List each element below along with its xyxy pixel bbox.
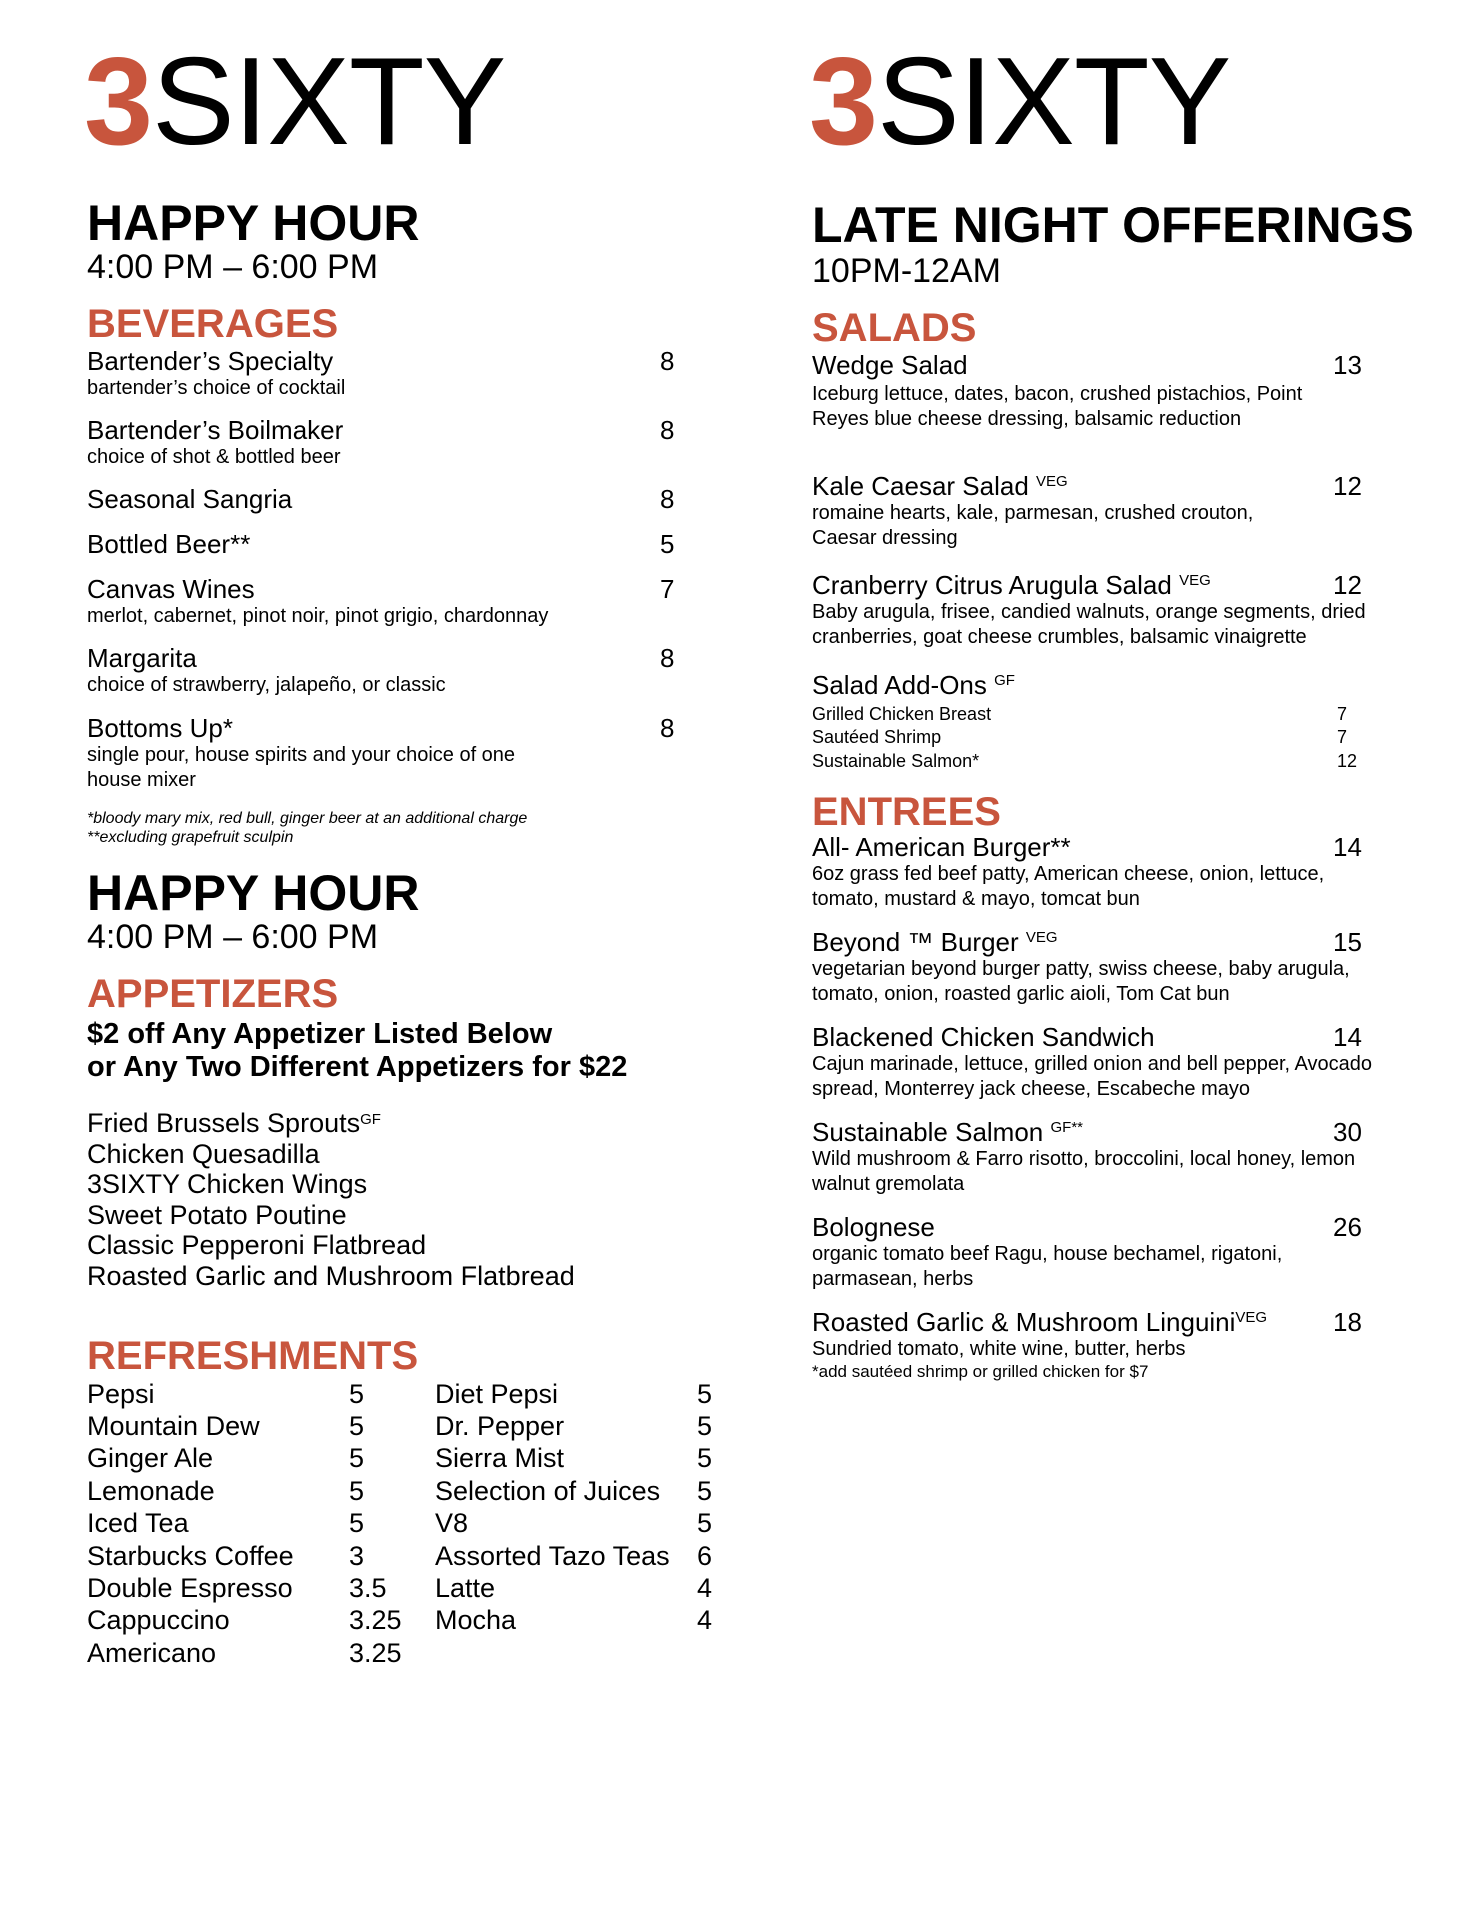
refreshment-name: Starbucks Coffee — [87, 1541, 294, 1571]
item-price: 12 — [1333, 471, 1362, 501]
menu-item — [87, 415, 677, 470]
item-name: Salad Add-Ons $^{GF}$ — [812, 670, 1015, 700]
refreshment-name: Assorted Tazo Teas — [435, 1541, 670, 1571]
appetizer-item: Roasted Garlic and Mushroom Flatbread — [87, 1261, 575, 1291]
refreshment-price: 5 — [349, 1443, 365, 1473]
salads-heading: SALADS — [812, 306, 977, 350]
refreshment-price: 3 — [349, 1541, 365, 1571]
item-price: 26 — [1333, 1212, 1362, 1242]
refreshment-name: Mountain Dew — [87, 1411, 260, 1441]
appetizer-item: Sweet Potato Poutine — [87, 1200, 347, 1230]
refreshment-name: Ginger Ale — [87, 1443, 214, 1473]
item-name: Bolognese — [812, 1212, 935, 1242]
item-name: Bartender’s Boilmaker — [87, 415, 344, 445]
item-price: 14 — [1333, 1022, 1362, 1052]
salad-addons — [812, 670, 1015, 700]
item-description: Iceburg lettuce, dates, bacon, crushed pistachios, Point Reyes blue cheese dressing, balsamic reduction — [812, 383, 1303, 430]
item-price: 15 — [1333, 927, 1362, 957]
happy-hour-time: 4:00 PM – 6:00 PM — [87, 248, 379, 286]
refreshment-price: 4 — [697, 1573, 713, 1603]
appetizer-item: Classic Pepperoni Flatbread — [87, 1230, 427, 1260]
appetizer-item: 3SIXTY Chicken Wings — [87, 1169, 368, 1199]
refreshment-price: 3.25 — [349, 1605, 402, 1635]
refreshment-price: 5 — [697, 1443, 713, 1473]
item-description: merlot, cabernet, pinot noir, pinot grigio, chardonnay — [87, 605, 549, 627]
item-name: Bartender’s Specialty — [87, 346, 334, 376]
refreshment-name: Mocha — [435, 1605, 517, 1635]
refreshment-name: Iced Tea — [87, 1508, 189, 1538]
menu-item — [812, 1022, 1412, 1102]
brand-logo: 3SIXTY — [809, 33, 1231, 171]
item-name: Sustainable Salmon $^{GF**}$ — [812, 1117, 1084, 1147]
item-name: Canvas Wines — [87, 574, 255, 604]
appetizer-promo: $2 off Any Appetizer Listed Below — [87, 1018, 553, 1050]
addon-row: Grilled Chicken Breast 7 — [812, 704, 1348, 724]
item-name: Bottled Beer** — [87, 529, 251, 559]
refreshment-name: Dr. Pepper — [435, 1411, 565, 1441]
item-name: Beyond ™ Burger $^{VEG}$ — [812, 927, 1058, 957]
appetizer-item: Chicken Quesadilla — [87, 1139, 320, 1169]
menu-item — [87, 713, 675, 793]
menu-item — [87, 529, 677, 559]
item-name: Cranberry Citrus Arugula Salad $^{VEG}$ — [812, 570, 1211, 600]
dietary-tag: GF — [994, 672, 1015, 689]
menu-item — [812, 1307, 1372, 1362]
refreshment-name: Double Espresso — [87, 1573, 293, 1603]
menu-item — [87, 574, 677, 629]
dietary-tag: VEG — [1179, 572, 1211, 589]
addon-row: Sustainable Salmon* 12 — [812, 751, 1358, 771]
entrees-heading: ENTREES — [812, 790, 1001, 834]
entree-footnote: *add sautéed shrimp or grilled chicken for $7 — [812, 1362, 1149, 1381]
item-price: 12 — [1333, 570, 1362, 600]
appetizer-promo: or Any Two Different Appetizers for $22 — [87, 1051, 628, 1083]
menu-item — [812, 570, 1412, 650]
refreshment-name: Selection of Juices — [435, 1476, 661, 1506]
dietary-tag: VEG — [1235, 1309, 1268, 1326]
refreshment-price: 5 — [697, 1476, 713, 1506]
menu-item — [812, 927, 1372, 1007]
late-night-title: LATE NIGHT OFFERINGS — [812, 197, 1414, 253]
item-name: Margarita — [87, 643, 197, 673]
item-description: bartender’s choice of cocktail — [87, 377, 346, 399]
menu-item — [87, 484, 677, 514]
refreshment-name: Pepsi — [87, 1379, 155, 1409]
refreshment-name: Latte — [435, 1573, 496, 1603]
late-night-time: 10PM-12AM — [812, 252, 1001, 290]
item-price: 7 — [660, 574, 675, 604]
item-description: Wild mushroom & Farro risotto, broccolini, local honey, lemon walnut gremolata — [812, 1148, 1356, 1195]
item-price: 8 — [660, 346, 675, 376]
item-description: Sundried tomato, white wine, butter, herbs — [812, 1338, 1186, 1360]
refreshments-heading: REFRESHMENTS — [87, 1334, 419, 1378]
item-name: All- American Burger** — [812, 832, 1071, 862]
menu-item — [812, 832, 1362, 912]
item-price: 8 — [660, 484, 675, 514]
refreshment-price: 5 — [697, 1508, 713, 1538]
item-description: choice of strawberry, jalapeño, or classic — [87, 674, 446, 696]
item-name: Kale Caesar Salad $^{VEG}$ — [812, 471, 1068, 501]
happy-hour-title: HAPPY HOUR — [87, 195, 420, 251]
happy-hour-time: 4:00 PM – 6:00 PM — [87, 918, 379, 956]
item-name: Roasted Garlic & Mushroom Linguini$^{VEG}$ — [812, 1307, 1268, 1337]
refreshment-price: 6 — [697, 1541, 713, 1571]
footnote: **excluding grapefruit sculpin — [87, 829, 294, 846]
item-name: Bottoms Up* — [87, 713, 233, 743]
item-price: 8 — [660, 415, 675, 445]
item-price: 30 — [1333, 1117, 1362, 1147]
beverages-heading: BEVERAGES — [87, 302, 339, 346]
brand-logo: 3SIXTY — [84, 33, 506, 171]
refreshment-price: 3.5 — [349, 1573, 387, 1603]
refreshment-name: Lemonade — [87, 1476, 215, 1506]
dietary-tag: GF — [360, 1111, 381, 1128]
item-price: 18 — [1333, 1307, 1362, 1337]
dietary-tag: VEG — [1036, 473, 1068, 490]
item-price: 5 — [660, 529, 675, 559]
refreshment-name: Americano — [87, 1638, 217, 1668]
item-description: choice of shot & bottled beer — [87, 446, 341, 468]
refreshment-price: 5 — [349, 1476, 365, 1506]
refreshment-price: 5 — [349, 1379, 365, 1409]
appetizers-heading: APPETIZERS — [87, 972, 339, 1016]
item-description: 6oz grass fed beef patty, American cheese, onion, lettuce, tomato, mustard & mayo, tomcat bun — [812, 863, 1325, 910]
item-price: 14 — [1333, 832, 1362, 862]
refreshment-name: Diet Pepsi — [435, 1379, 559, 1409]
item-name: Seasonal Sangria — [87, 484, 293, 514]
menu-item — [812, 1212, 1362, 1292]
item-name: Blackened Chicken Sandwich — [812, 1022, 1155, 1052]
item-price: 8 — [660, 713, 675, 743]
refreshment-price: 4 — [697, 1605, 713, 1635]
item-description: Cajun marinade, lettuce, grilled onion and bell pepper, Avocado spread, Monterrey jack cheese, Escabeche mayo — [812, 1053, 1373, 1100]
item-description: Baby arugula, frisee, candied walnuts, orange segments, dried cranberries, goat cheese crumbles, balsamic vinaigrette — [812, 601, 1366, 648]
refreshment-price: 5 — [697, 1411, 713, 1441]
footnote: *bloody mary mix, red bull, ginger beer at an additional charge — [87, 810, 528, 827]
dietary-tag: GF** — [1050, 1119, 1084, 1136]
addon-row: Sautéed Shrimp 7 — [812, 727, 1348, 747]
refreshment-price: 5 — [697, 1379, 713, 1409]
refreshment-price: 3.25 — [349, 1638, 402, 1668]
happy-hour-title: HAPPY HOUR — [87, 865, 420, 921]
item-description: vegetarian beyond burger patty, swiss cheese, baby arugula, tomato, onion, roasted garlic aioli, Tom Cat bun — [812, 958, 1350, 1005]
menu-item — [812, 1117, 1372, 1197]
item-description: organic tomato beef Ragu, house bechamel, rigatoni, parmasean, herbs — [812, 1243, 1283, 1290]
refreshment-name: Sierra Mist — [435, 1443, 565, 1473]
item-price: 13 — [1333, 350, 1362, 380]
refreshment-name: Cappuccino — [87, 1605, 230, 1635]
menu-item — [812, 471, 1362, 551]
item-description: single pour, house spirits and your choice of one house mixer — [87, 744, 516, 791]
menu-item — [87, 643, 677, 698]
dietary-tag: VEG — [1025, 929, 1058, 946]
appetizer-item: Fried Brussels Sprouts$^{GF}$ — [87, 1108, 381, 1138]
item-description: romaine hearts, kale, parmesan, crushed crouton, Caesar dressing — [812, 502, 1254, 549]
item-name: Wedge Salad — [812, 350, 968, 380]
refreshment-name: V8 — [435, 1508, 469, 1538]
item-price: 8 — [660, 643, 675, 673]
menu-item — [87, 346, 677, 401]
refreshment-price: 5 — [349, 1508, 365, 1538]
refreshment-price: 5 — [349, 1411, 365, 1441]
menu-item — [812, 350, 1362, 432]
